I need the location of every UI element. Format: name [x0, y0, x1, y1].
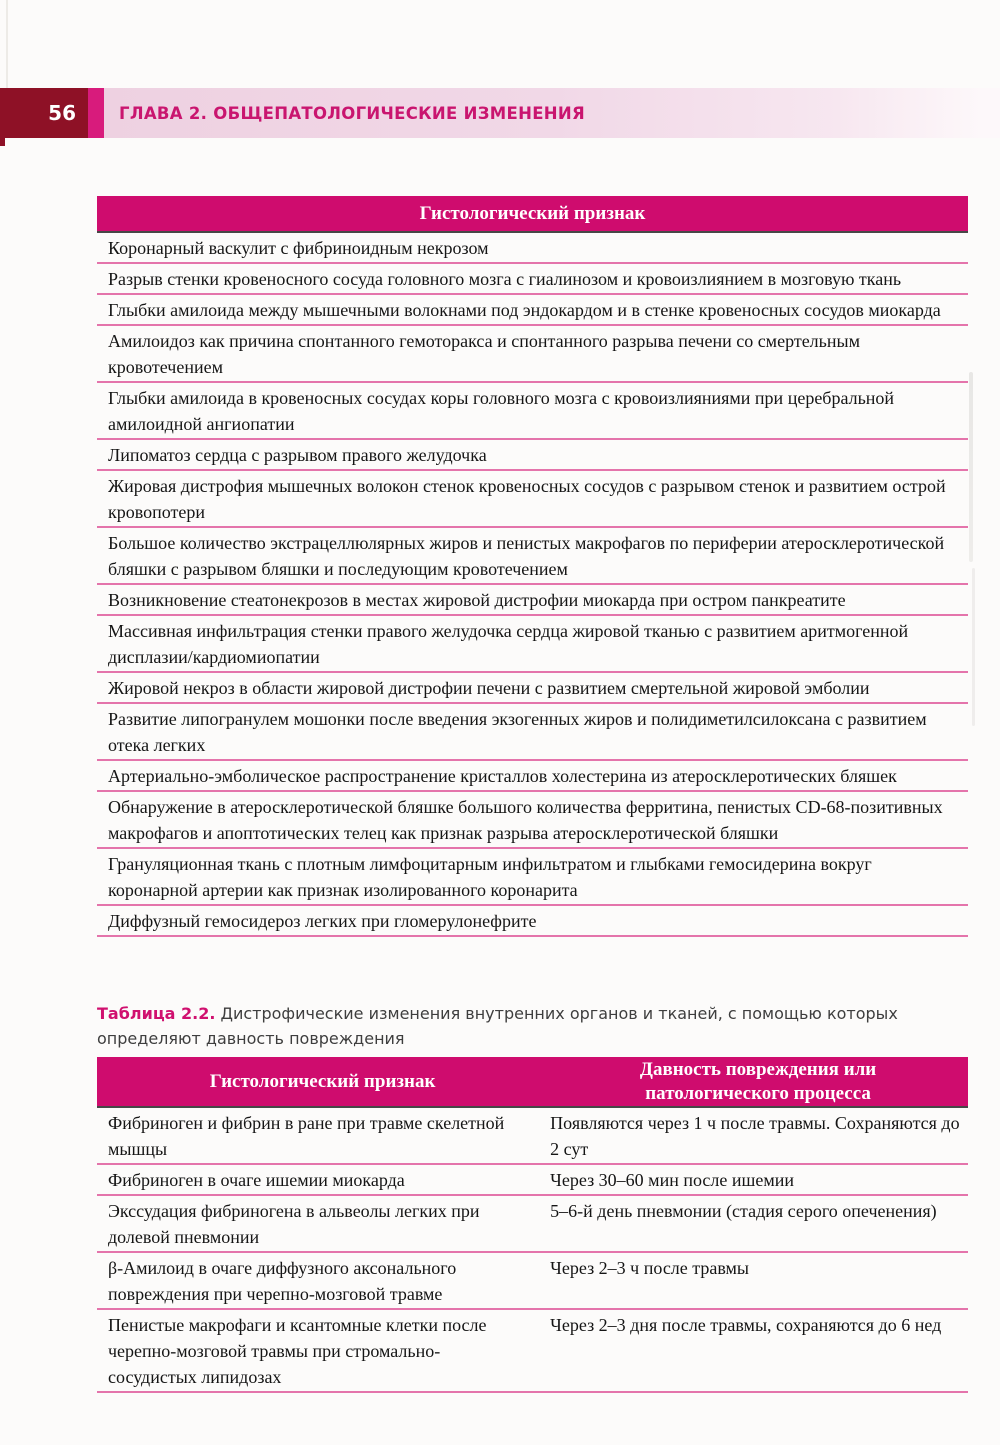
table-row: Развитие липогранулем мошонки после введения экзогенных жиров и полидиметилсилоксана с развитием отека легких	[97, 704, 968, 761]
caption-label: Таблица 2.2.	[97, 1004, 216, 1023]
table-cell-age: Через 2–3 дня после травмы, сохраняются до 6 нед	[550, 1315, 942, 1335]
table-row: Коронарный васкулит с фибриноидным некрозом	[97, 233, 968, 264]
header-accent-strip	[88, 88, 104, 138]
column-header-age: Давность повреждения или патологического процесса	[639, 1058, 877, 1104]
chapter-header-bar	[0, 88, 1000, 138]
table-row: Жировой некроз в области жировой дистрофии печени с развитием смертельной жировой эмболии	[97, 673, 968, 704]
table-cell-sign: Пенистые макрофаги и ксантомные клетки после черепно-мозговой травмы при стромально-сосудистых липидозах	[108, 1315, 487, 1387]
table-row: Жировая дистрофия мышечных волокон стенок кровеносных сосудов с разрывом стенок и развитием острой кровопотери	[97, 471, 968, 528]
chapter-title: ГЛАВА 2. ОБЩЕПАТОЛОГИЧЕСКИЕ ИЗМЕНЕНИЯ	[119, 103, 585, 123]
table-row	[97, 1253, 968, 1310]
table-cell-sign: Фибриноген в очаге ишемии миокарда	[108, 1170, 405, 1190]
table-header-cell	[97, 196, 968, 233]
table-cell-age: Через 30–60 мин после ишемии	[550, 1170, 795, 1190]
histology-signs-table	[97, 196, 968, 937]
table-row	[97, 1196, 968, 1253]
table-header-row	[97, 1057, 968, 1108]
table-row: Глыбки амилоида в кровеносных сосудах коры головного мозга с кровоизлияниями при церебральной амилоидной ангиопатии	[97, 383, 968, 440]
table-cell-age: 5–6-й день пневмонии (стадия серого опеченения)	[550, 1201, 937, 1221]
table-row: Артериально-эмболическое распространение кристаллов холестерина из атеросклеротических бляшек	[97, 761, 968, 792]
dystrophic-changes-table	[97, 1057, 968, 1393]
table-cell-age: Через 2–3 ч после травмы	[550, 1258, 750, 1278]
table-row	[97, 1310, 968, 1393]
table-cell-sign: Фибриноген и фибрин в ране при травме скелетной мышцы	[108, 1113, 505, 1159]
page-number-box	[0, 88, 88, 138]
chapter-title-bar	[104, 88, 1000, 138]
table-row: Амилоидоз как причина спонтанного гемоторакса и спонтанного разрыва печени со смертельным кровотечением	[97, 326, 968, 383]
binding-shadow-artifact	[0, 138, 5, 146]
table-2-2-caption	[97, 1001, 968, 1051]
page-curl-artifact	[972, 568, 975, 726]
table-cell-sign: β-Амилоид в очаге диффузного аксонального повреждения при черепно-мозговой травме	[108, 1258, 457, 1304]
table-header-label: Гистологический признак	[419, 203, 646, 224]
table-row: Обнаружение в атеросклеротической бляшке большого количества ферритина, пенистых CD-68-позитивных макрофагов и апоптотических телец как признак разрыва атеросклеротической бляшки	[97, 792, 968, 849]
table-row: Грануляционная ткань с плотным лимфоцитарным инфильтратом и глыбками гемосидерина вокруг коронарной артерии как признак изолированного коронарита	[97, 849, 968, 906]
table-row: Разрыв стенки кровеносного сосуда головного мозга с гиалинозом и кровоизлиянием в мозговую ткань	[97, 264, 968, 295]
table-row: Массивная инфильтрация стенки правого желудочка сердца жировой тканью с развитием аритмогенной дисплазии/кардиомиопатии	[97, 616, 968, 673]
table-row	[97, 1165, 968, 1196]
table-cell-sign: Экссудация фибриногена в альвеолы легких при долевой пневмонии	[108, 1201, 480, 1247]
table-cell-age: Появляются через 1 ч после травмы. Сохраняются до 2 сут	[550, 1113, 960, 1159]
table-row: Возникновение стеатонекрозов в местах жировой дистрофии миокарда при остром панкреатите	[97, 585, 968, 616]
table-row: Глыбки амилоида между мышечными волокнами под эндокардом и в стенке кровеносных сосудов миокарда	[97, 295, 968, 326]
table-row: Диффузный гемосидероз легких при гломерулонефрите	[97, 906, 968, 937]
table-row	[97, 1108, 968, 1165]
table-row: Большое количество экстрацеллюлярных жиров и пенистых макрофагов по периферии атеросклеротической бляшки с разрывом бляшки и последующим кровотечением	[97, 528, 968, 585]
page-curl-artifact	[969, 372, 973, 562]
page-edge-artifact	[6, 0, 8, 88]
page-number: 56	[48, 101, 76, 125]
caption-text: Дистрофические изменения внутренних органов и тканей, с помощью которых определяют давность повреждения	[97, 1004, 898, 1048]
column-header-sign: Гистологический признак	[209, 1070, 436, 1092]
table-row: Липоматоз сердца с разрывом правого желудочка	[97, 440, 968, 471]
